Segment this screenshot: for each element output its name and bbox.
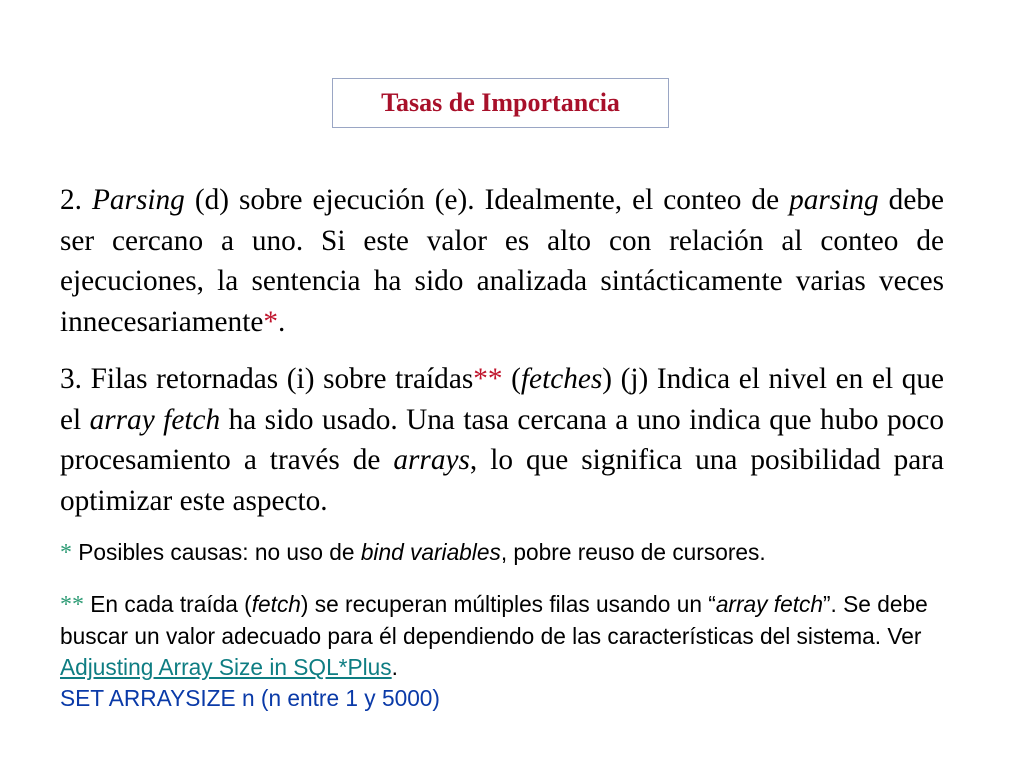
item-3-text-e: , lo que significa una posibilidad para optimizar este aspecto.: [60, 444, 944, 517]
parsing-term: Parsing: [92, 184, 185, 216]
item-3-text-c: ) (j) Indica el nivel en el que el: [60, 363, 944, 436]
item-2-number: 2.: [60, 184, 82, 216]
item-3-text-d: ha sido usado. Una tasa cercana a uno indica que hubo poco procesamiento a través de: [60, 403, 944, 476]
array-fetch-term: array fetch: [89, 403, 221, 436]
footnote-2: [60, 589, 960, 714]
footnote-marker-2: **: [473, 363, 503, 395]
footnote-2-text-b: ) se recuperan múltiples filas usando un “: [300, 591, 716, 617]
footnote-2-text-a: En cada traída (: [84, 591, 252, 617]
footnote-1-text-a: Posibles causas: no uso de: [72, 539, 361, 565]
footnote-2-text-d: .: [391, 654, 398, 680]
footnote-2-text-c: ”. Se debe buscar un valor adecuado para él dependiendo de las características del sistema. Ver: [60, 591, 928, 649]
array-fetch-term-2: array fetch: [715, 591, 823, 617]
footnote-2-bullet: **: [60, 592, 84, 618]
item-2-end: .: [278, 305, 286, 338]
item-2-text-a: (d) sobre ejecución (e). Idealmente, el conteo de: [184, 184, 790, 216]
item-3-text-b: (: [502, 363, 521, 395]
footnote-1-bullet: *: [60, 540, 72, 566]
item-2-text-b: debe ser cercano a uno. Si este valor es alto con relación al conteo de ejecuciones, la sentencia ha sido analizada sintácticamente varias veces innecesariamente: [60, 184, 944, 338]
slide-title-text: Tasas de Importancia: [381, 88, 620, 117]
parsing-term-2: parsing: [789, 184, 879, 216]
fetches-term: fetches: [520, 363, 603, 395]
paragraph-item-2: [60, 180, 944, 342]
footnote-marker-1: *: [263, 305, 278, 338]
arrays-term: arrays: [393, 444, 470, 476]
footnote-1: [60, 537, 960, 569]
item-3-text-a: 3. Filas retornadas (i) sobre traídas: [60, 363, 474, 395]
slide-title: [332, 78, 669, 128]
fetch-term: fetch: [251, 591, 301, 617]
paragraph-item-3: [60, 359, 944, 521]
set-arraysize-command: SET ARRAYSIZE n (n entre 1 y 5000): [60, 685, 440, 711]
bind-variables-term: bind variables: [360, 539, 501, 565]
adjusting-array-size-link[interactable]: Adjusting Array Size in SQL*Plus: [60, 654, 392, 680]
footnote-1-text-b: , pobre reuso de cursores.: [500, 539, 766, 565]
